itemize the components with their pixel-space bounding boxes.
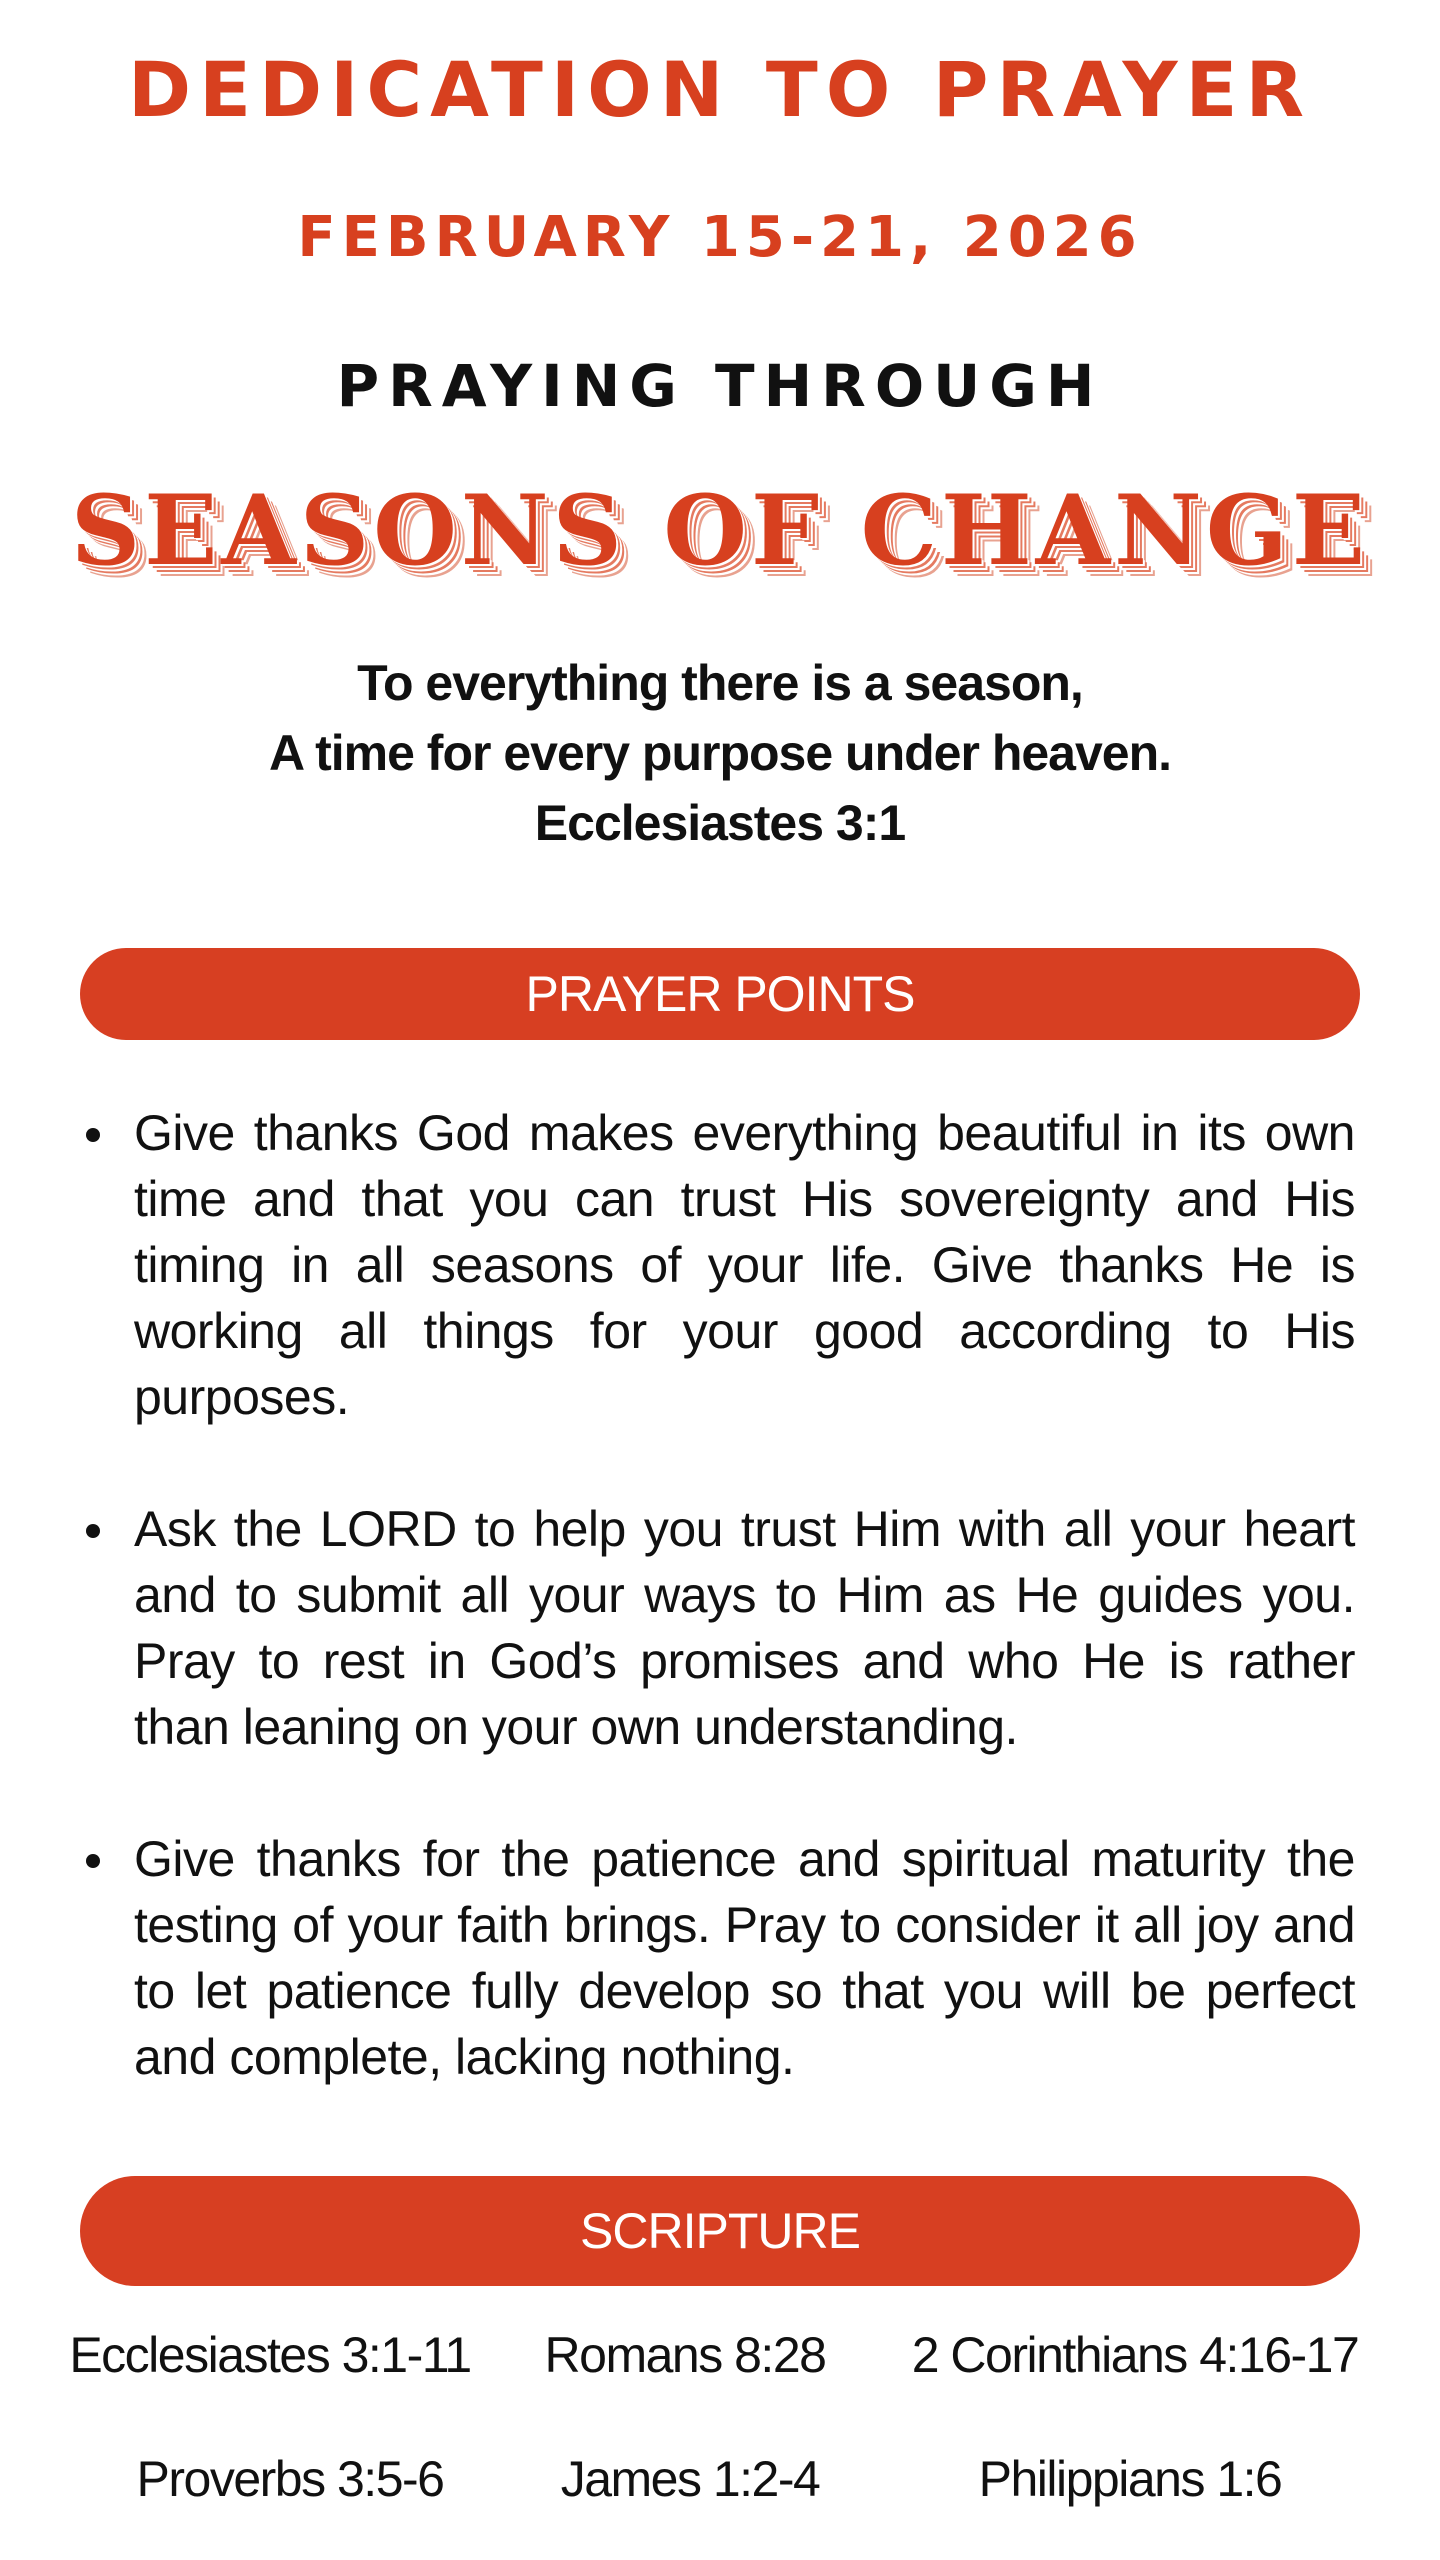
bullet-icon: [86, 1854, 100, 1868]
bullet-icon: [86, 1524, 100, 1538]
scripture-ref: 2 Corinthians 4:16-17: [911, 2327, 1359, 2383]
list-item: [80, 1826, 1355, 2090]
scripture-banner: SCRIPTURE: [80, 2176, 1360, 2286]
theme-heading: SEASONS OF CHANGE: [70, 474, 1370, 587]
prayer-point-text: Ask the LORD to help you trust Him with all your heart and to submit all your ways to Him as He guides you. Pray to rest in God’s promises and who He is rather than leaning on your own understanding.: [134, 1501, 1355, 1755]
prayer-point-text: Give thanks God makes everything beautiful in its own time and that you can trust His sovereignty and His timing in all seasons of your life. Give thanks He is working all things for your good according to His purposes.: [134, 1105, 1355, 1425]
scripture-ref: Philippians 1:6: [978, 2451, 1282, 2507]
key-verse: [0, 648, 1440, 858]
subtitle: PRAYING THROUGH: [336, 352, 1104, 420]
scripture-ref: James 1:2-4: [560, 2451, 820, 2507]
verse-reference: Ecclesiastes 3:1: [534, 795, 906, 851]
list-item: [80, 1496, 1355, 1760]
page-title: DEDICATION TO PRAYER: [128, 45, 1312, 134]
verse-line-2: A time for every purpose under heaven.: [268, 725, 1172, 781]
scripture-ref: Romans 8:28: [544, 2327, 826, 2383]
scripture-ref: Ecclesiastes 3:1-11: [69, 2327, 471, 2383]
verse-line-1: To everything there is a season,: [357, 655, 1083, 711]
prayer-points-list: [80, 1100, 1355, 2156]
date-range: FEBRUARY 15-21, 2026: [297, 205, 1143, 270]
bullet-icon: [86, 1128, 100, 1142]
prayer-points-banner: PRAYER POINTS: [80, 948, 1360, 1040]
list-item: [80, 1100, 1355, 1430]
prayer-point-text: Give thanks for the patience and spiritual maturity the testing of your faith brings. Pray to consider it all joy and to let patience fully develop so that you will be perfect and complete, lacking nothing.: [134, 1831, 1355, 2085]
scripture-ref: Proverbs 3:5-6: [136, 2451, 444, 2507]
